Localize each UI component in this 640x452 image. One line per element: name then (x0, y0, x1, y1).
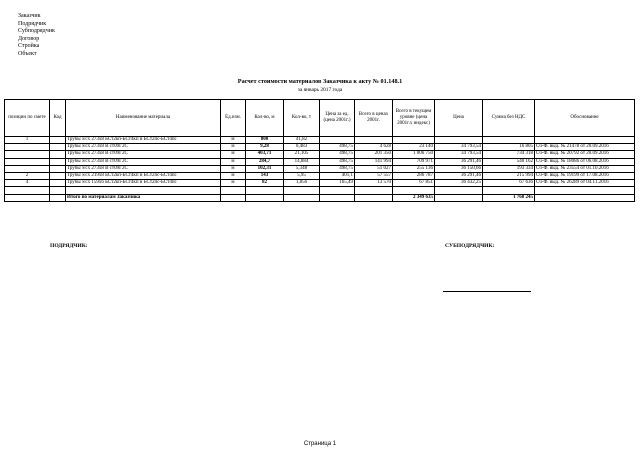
table-row (5, 173, 635, 180)
table-cell-qty-m (246, 187, 284, 194)
table-cell-current: 67 851 (393, 180, 435, 187)
table-cell (435, 194, 483, 201)
table-cell-basis: Сч-Ф. выд. № 23554 от 01.10.2016 (535, 165, 635, 172)
table-cell-sum: 67 636 (483, 180, 535, 187)
column-header: Цена за ед. (цена 2001г.) (320, 100, 355, 137)
table-cell-pos (5, 144, 50, 151)
table-cell (5, 194, 50, 201)
table-cell-price: 34 793,54 (435, 151, 483, 158)
table-cell-code (50, 158, 66, 165)
table-cell-current (393, 137, 435, 144)
table-cell-total2001 (355, 187, 393, 194)
table-cell-unit (221, 187, 246, 194)
table-cell-pos (5, 187, 50, 194)
table-cell-unit: м (221, 144, 246, 151)
table-cell-total2001: 51 027 (355, 165, 393, 172)
table-cell-qty-t: 5,95 (284, 173, 320, 180)
column-header: Всего в ценах 2001г. (355, 100, 393, 137)
column-header: Кол-во, т (284, 100, 320, 137)
table-cell-basis: Сч-Ф. выд. № 21478 от 20.09.2016 (535, 144, 635, 151)
table-cell-sum (483, 187, 535, 194)
table-cell (221, 194, 246, 201)
table-cell-unit: м (221, 180, 246, 187)
table-cell-qty-t (284, 187, 320, 194)
table-cell-pos (5, 151, 50, 158)
table-cell-unit: м (221, 173, 246, 180)
table-cell-code (50, 180, 66, 187)
table-cell-sum: 193 334 (483, 165, 535, 172)
header-line: Стройка (18, 43, 40, 50)
column-header: Сумма без НДС (483, 100, 535, 137)
table-cell-current: 286 787 (393, 173, 435, 180)
table-cell-price2001: 165,49 (320, 180, 355, 187)
table-row (5, 180, 635, 187)
document-title: Расчет стоимости материалов Заказчика к акту № 01.148.1 (237, 78, 403, 85)
header-line: Заказчик (18, 13, 41, 19)
table-cell (355, 194, 393, 201)
total-label: Итого по материалам Заказчика (66, 194, 221, 201)
header-line: Подрядчик (18, 20, 47, 27)
table-cell-qty-m: 284,7 (246, 158, 284, 165)
table-cell-qty-t: 41,82 (284, 137, 320, 144)
table-cell-pos (5, 158, 50, 165)
table-cell-qty-m: 82 (246, 180, 284, 187)
table-header-row (5, 100, 635, 137)
table-cell-current: 255 136 (393, 165, 435, 172)
table-cell (284, 194, 320, 201)
table-cell-price2001 (320, 187, 355, 194)
table-cell-basis (535, 187, 635, 194)
table-cell-unit: м (221, 137, 246, 144)
table-cell-sum (483, 137, 535, 144)
table-cell-price2001 (320, 137, 355, 144)
page-number: Страница 1 (303, 441, 337, 447)
table-cell-pos: 1 (5, 137, 50, 144)
table-cell-current: 1 006 750 (393, 151, 435, 158)
table-cell-pos: 2 (5, 173, 50, 180)
table-cell-price: 36 432,25 (435, 180, 483, 187)
table-cell-total2001: 141 994 (355, 158, 393, 165)
column-header: Код (50, 100, 66, 137)
table-cell-qty-t: 14,884 (284, 158, 320, 165)
table-cell-qty-m: 143 (246, 173, 284, 180)
column-header: Ед.изм. (221, 100, 246, 137)
table-cell-qty-t: 21,105 (284, 151, 320, 158)
table-cell-price (435, 137, 483, 144)
column-header: Цена (435, 100, 483, 137)
table-cell-basis: Сч-Ф. выд. № 26289 от 04.11.2016 (535, 180, 635, 187)
table-cell-name: Трубы э/сх 273х8 В ст09Г2С (66, 144, 221, 151)
header-line: Договор (18, 35, 40, 42)
table-cell-price: 36 291,46 (435, 158, 483, 165)
header-block (18, 13, 55, 59)
table-cell-price2001: 498,75 (320, 144, 355, 151)
table-cell-name (66, 187, 221, 194)
table-cell-name: Трубы э/сх 273х8 В ст09Г2С (66, 165, 221, 172)
table-cell-qty-t: 0,483 (284, 144, 320, 151)
table-cell-current: 23 140 (393, 144, 435, 151)
table-cell-code (50, 173, 66, 180)
table-cell-total2001: 201 350 (355, 151, 393, 158)
signature-line (443, 291, 531, 292)
table-cell (50, 194, 66, 201)
total-sum: 1 768 245 (483, 194, 535, 201)
table-cell-price2001: 498,75 (320, 151, 355, 158)
table-cell-basis (535, 137, 635, 144)
table-row (5, 151, 635, 158)
table-cell-basis: Сч-Ф. выд. № 20792 от 20.09.2016 (535, 151, 635, 158)
table-cell-code (50, 151, 66, 158)
table-cell-unit: м (221, 158, 246, 165)
table-cell (320, 194, 355, 201)
table-cell-price: 36 291,46 (435, 173, 483, 180)
table-cell (535, 194, 635, 201)
table-row (5, 187, 635, 194)
total-current: 2 349 635 (393, 194, 435, 201)
table-row (5, 165, 635, 172)
materials-table (4, 99, 635, 202)
table-row (5, 158, 635, 165)
table-cell-qty-m: 403,71 (246, 151, 284, 158)
table-cell-price: 34 793,54 (435, 144, 483, 151)
table-cell-qty-t: 5,348 (284, 165, 320, 172)
table-cell-total2001: 57 557 (355, 173, 393, 180)
table-cell (246, 194, 284, 201)
table-cell-total2001 (355, 137, 393, 144)
column-header: позиции по смете (5, 100, 50, 137)
table-cell-unit: м (221, 165, 246, 172)
table-cell-total2001: 13 570 (355, 180, 393, 187)
header-line: Объект (18, 50, 37, 57)
total-row (5, 194, 635, 201)
column-header: Всего в текущем уровне (цена 2001г.х индекс) (393, 100, 435, 137)
table-row (5, 144, 635, 151)
column-header: Наименование материала (66, 100, 221, 137)
table-cell-code (50, 144, 66, 151)
table-cell-qty-m: 9,28 (246, 144, 284, 151)
table-cell-price2001: 498,75 (320, 165, 355, 172)
table-cell-basis: Сч-Ф. выд. № 18086 от 06.08.2016 (535, 158, 635, 165)
table-cell-name: Трубы э/сх 273х8 БСт2кп-БСт4кп и БСт2пс-БСт4пс (66, 137, 221, 144)
table-cell-name: Трубы э/сх 219х8 БСт2кп-БСт4кп и БСт2пс-БСт4пс (66, 173, 221, 180)
table-row (5, 137, 635, 144)
table-cell-price: 36 150,66 (435, 165, 483, 172)
table-cell-total2001: 4 628 (355, 144, 393, 151)
table-cell-current: 709 971 (393, 158, 435, 165)
table-cell-qty-t: 1,856 (284, 180, 320, 187)
contractor-signature-label: ПОДРЯДЧИК: (50, 243, 88, 249)
table-cell-name: Трубы э/сх 273х8 В ст09Г2С (66, 158, 221, 165)
table-cell-qty-m: 800 (246, 137, 284, 144)
table-cell-sum: 215 994 (483, 173, 535, 180)
table-cell-unit: м (221, 151, 246, 158)
header-line: Субподрядчик (18, 28, 55, 35)
table-cell-sum: 540 162 (483, 158, 535, 165)
table-cell-name: Трубы э/сх 159х6 БСт2кп-БСт4кп и БСт2пс-БСт4пс (66, 180, 221, 187)
table-cell-code (50, 165, 66, 172)
table-cell-name: Трубы э/сх 273х8 В ст09Г2С (66, 151, 221, 158)
subcontractor-signature-label: СУБПОДРЯДЧИК: (445, 243, 495, 249)
table-cell-code (50, 137, 66, 144)
document-subtitle: за январь 2017 года (297, 87, 343, 93)
table-cell-current (393, 187, 435, 194)
column-header: Кол-во, м (246, 100, 284, 137)
table-cell-qty-m: 102,31 (246, 165, 284, 172)
table-cell-price2001: 498,75 (320, 158, 355, 165)
column-header: Обоснование (535, 100, 635, 137)
table-cell-price (435, 187, 483, 194)
table-cell-basis: Сч-Ф. выд. № 19199 от 17.08.2016 (535, 173, 635, 180)
table-cell-sum: 734 318 (483, 151, 535, 158)
table-cell-pos: 4 (5, 180, 50, 187)
table-cell-code (50, 187, 66, 194)
table-cell-pos (5, 165, 50, 172)
table-cell-sum: 16 805 (483, 144, 535, 151)
table-cell-price2001: 401,1 (320, 173, 355, 180)
